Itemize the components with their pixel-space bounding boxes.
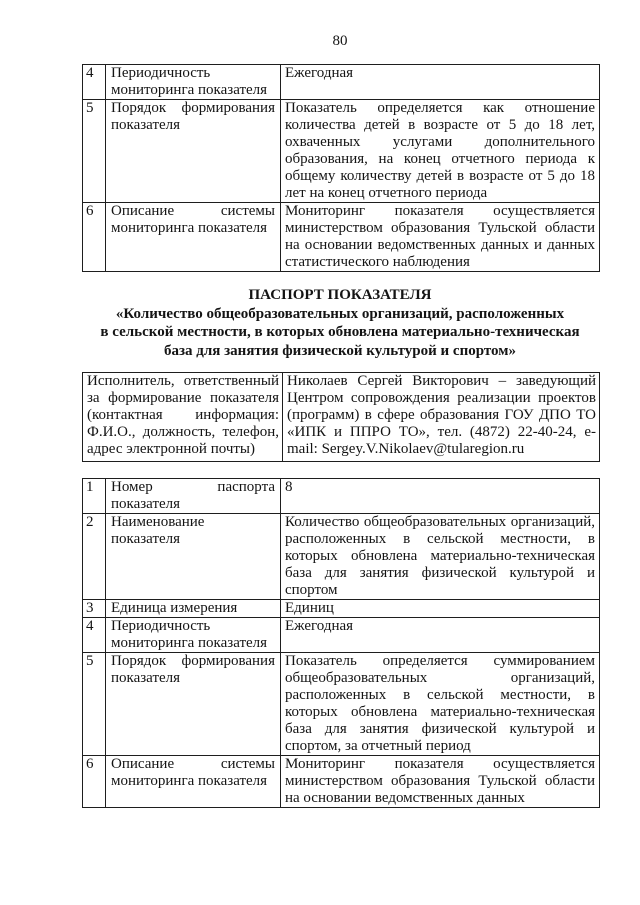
passport-table	[82, 478, 600, 808]
executor-value: Николаев Сергей Викторович – заведующий Центром сопровождения реализации проектов (программ) в сфере образования ГОУ ДПО ТО «ИПК и ППРО ТО», тел. (4872) 22-40-24, e-mail: Sergey.V.Nikolaev@tularegion.ru	[283, 373, 600, 462]
executor-label: Исполнитель, ответственный за формирование показателя (контактная информация: Ф.И.О., должность, телефон, адрес электронной почты)	[83, 373, 283, 462]
indicator-table-continuation	[82, 64, 600, 272]
table-row	[83, 203, 600, 272]
row-value: Единиц	[281, 600, 600, 618]
table-row	[83, 653, 600, 756]
row-label: Единица измерения	[106, 600, 281, 618]
passport-subtitle-line: в сельской местности, в которых обновлена материально-техническая	[100, 324, 580, 341]
row-number: 4	[83, 618, 106, 653]
row-value: Ежегодная	[281, 618, 600, 653]
row-label: Номер паспорта показателя	[106, 479, 281, 514]
row-value: Показатель определяется суммированием общеобразовательных организаций, расположенных в сельской местности, в которых обновлена материально-техническая база для занятия физической культурой и спортом, за отчетный период	[281, 653, 600, 756]
page-number: 80	[332, 33, 348, 49]
passport-heading	[60, 286, 620, 361]
row-value: Количество общеобразовательных организаций, расположенных в сельской местности, в которых обновлена материально-техническая база для занятия физической культурой и спортом	[281, 514, 600, 600]
row-number: 4	[83, 65, 106, 100]
row-number: 5	[83, 100, 106, 203]
row-value: Показатель определяется как отношение количества детей в возрасте от 5 до 18 лет, охваченных услугами дополнительного образования, на конец отчетного периода к общему количеству детей в возрасте от 5 до 18 лет на конец отчетного периода	[281, 100, 600, 203]
row-label: Периодичность мониторинга показателя	[106, 65, 281, 100]
table-row	[83, 756, 600, 808]
passport-subtitle-line: база для занятия физической культурой и спортом»	[164, 343, 516, 360]
passport-title: ПАСПОРТ ПОКАЗАТЕЛЯ	[248, 287, 432, 303]
table-row	[83, 373, 600, 462]
row-value: Мониторинг показателя осуществляется министерством образования Тульской области на основании ведомственных данных и данных статистического наблюдения	[281, 203, 600, 272]
executor-table	[82, 372, 600, 462]
table-row	[83, 600, 600, 618]
table-row	[83, 618, 600, 653]
table-row	[83, 514, 600, 600]
row-label: Описание системы мониторинга показателя	[106, 203, 281, 272]
row-label: Порядок формирования показателя	[106, 100, 281, 203]
table-row	[83, 65, 600, 100]
row-label: Наименование показателя	[106, 514, 281, 600]
row-number: 6	[83, 756, 106, 808]
row-number: 6	[83, 203, 106, 272]
row-number: 1	[83, 479, 106, 514]
row-value: Ежегодная	[281, 65, 600, 100]
row-label: Описание системы мониторинга показателя	[106, 756, 281, 808]
table-row	[83, 100, 600, 203]
row-label: Периодичность мониторинга показателя	[106, 618, 281, 653]
table-row	[83, 479, 600, 514]
passport-subtitle-line: «Количество общеобразовательных организаций, расположенных	[115, 305, 565, 322]
row-value: 8	[281, 479, 600, 514]
row-number: 3	[83, 600, 106, 618]
row-number: 2	[83, 514, 106, 600]
row-value: Мониторинг показателя осуществляется министерством образования Тульской области на основании ведомственных данных	[281, 756, 600, 808]
row-number: 5	[83, 653, 106, 756]
row-label: Порядок формирования показателя	[106, 653, 281, 756]
